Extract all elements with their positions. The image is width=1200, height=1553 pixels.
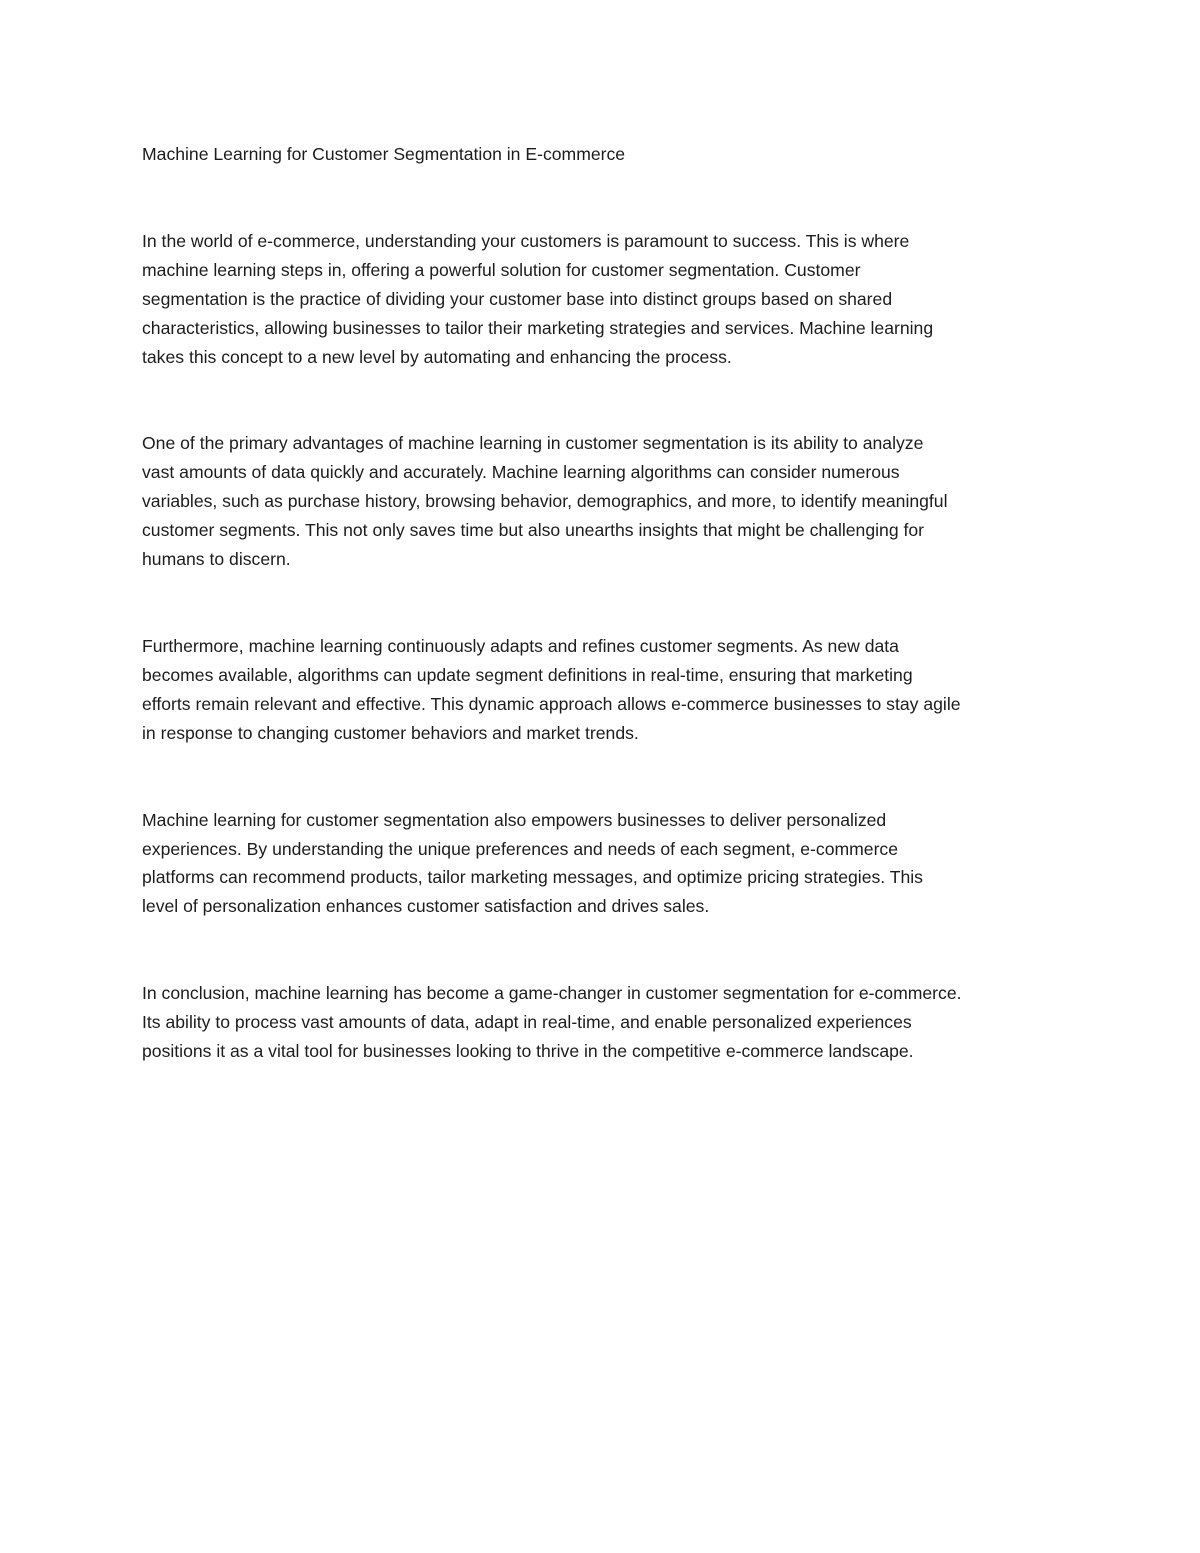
text-line: segmentation is the practice of dividing your customer base into distinct groups based on shared [142,288,893,309]
paragraph-intro [142,227,1060,372]
paragraph-spacer [142,574,1060,632]
text-line: variables, such as purchase history, browsing behavior, demographics, and more, to identify meaningful [142,491,948,512]
text-line: becomes available, algorithms can update segment definitions in real-time, ensuring that marketing [142,664,913,685]
text-line: positions it as a vital tool for businesses looking to thrive in the competitive e-commerce landscape. [142,1041,914,1062]
text-line: characteristics, allowing businesses to tailor their marketing strategies and services. Machine learning [142,317,934,338]
text-line: In conclusion, machine learning has become a game-changer in customer segmentation for e-commerce. [142,983,962,1004]
text-line: vast amounts of data quickly and accurately. Machine learning algorithms can consider numerous [142,462,900,483]
text-line: customer segments. This not only saves time but also unearths insights that might be challenging for [142,520,925,541]
text-line: experiences. By understanding the unique preferences and needs of each segment, e-commerce [142,838,899,859]
paragraph-advantages [142,429,1060,574]
title-spacer [142,169,1060,227]
paragraph-spacer [142,748,1060,806]
text-line: machine learning steps in, offering a powerful solution for customer segmentation. Customer [142,259,861,280]
text-line: In the world of e-commerce, understanding your customers is paramount to success. This is where [142,230,910,251]
text-line: Machine learning for customer segmentation also empowers businesses to deliver personalized [142,809,887,830]
paragraph-spacer [142,921,1060,979]
text-line: in response to changing customer behaviors and market trends. [142,722,639,743]
text-line: Its ability to process vast amounts of data, adapt in real-time, and enable personalized experiences [142,1012,912,1033]
paragraph-personalization [142,806,1060,922]
text-line: level of personalization enhances customer satisfaction and drives sales. [142,896,710,917]
text-line: platforms can recommend products, tailor marketing messages, and optimize pricing strategies. This [142,867,923,888]
text-line: One of the primary advantages of machine learning in customer segmentation is its ability to analyze [142,433,924,454]
document-title: Machine Learning for Customer Segmentation in E-commerce [142,144,626,164]
paragraph-adaptation [142,632,1060,748]
paragraph-spacer [142,371,1060,429]
text-line: takes this concept to a new level by automating and enhancing the process. [142,346,732,367]
paragraph-conclusion [142,979,1060,1066]
text-line: efforts remain relevant and effective. This dynamic approach allows e-commerce businesses to stay agile [142,693,961,714]
text-line: Furthermore, machine learning continuously adapts and refines customer segments. As new data [142,635,899,656]
text-line: humans to discern. [142,549,291,570]
